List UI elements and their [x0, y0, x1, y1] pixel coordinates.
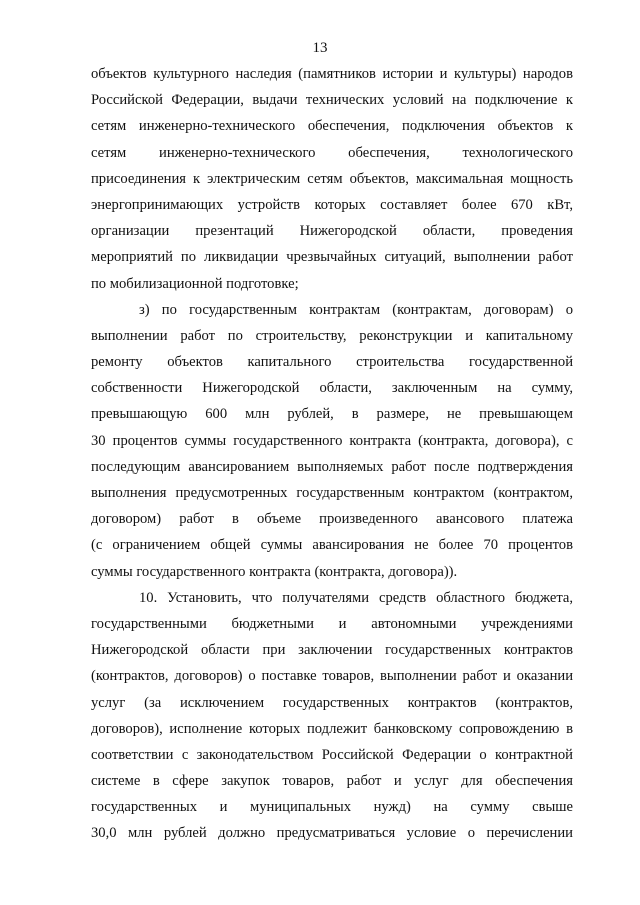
text-line: (с ограничением общей суммы авансирования не более 70 процентов [91, 537, 573, 554]
text-line: государственных и муниципальных нужд) на сумму свыше [91, 799, 573, 816]
text-line: собственности Нижегородской области, заключенным на сумму, [91, 380, 573, 397]
text-line: мероприятий по ликвидации чрезвычайных ситуаций, выполнении работ [91, 249, 573, 266]
text-line: государственными бюджетными и автономными учреждениями [91, 615, 573, 632]
text-line: выполнения предусмотренных государственным контрактом (контрактом, [91, 485, 573, 501]
text-line: объектов культурного наследия (памятников истории и культуры) народов [91, 66, 573, 82]
text-line: ремонту объектов капитального строительства государственной [91, 354, 573, 371]
text-line: системе в сфере закупок товаров, работ и услуг для обеспечения [91, 773, 573, 790]
text-line: соответствии с законодательством Российской Федерации о контрактной [91, 746, 573, 763]
text-line: сетям инженерно-технического обеспечения, подключения объектов к [91, 118, 573, 135]
text-line: энергопринимающих устройств которых составляет более 670 кВт, [91, 196, 573, 213]
text-line: превышающую 600 млн рублей, в размере, не превышающем [91, 406, 573, 423]
text-line: 30,0 млн рублей должно предусматриваться условие о перечислении [91, 825, 573, 842]
paragraph-start-line: з) по государственным контрактам (контрактам, договорам) о [139, 301, 573, 318]
text-line: суммы государственного контракта (контракта, договора)). [91, 563, 458, 580]
text-line: сетям инженерно-технического обеспечения, технологического [91, 144, 573, 161]
text-line: 30 процентов суммы государственного контракта (контракта, договора), с [91, 432, 573, 449]
text-line: Российской Федерации, выдачи технических условий на подключение к [91, 92, 573, 109]
text-line: присоединения к электрическим сетям объектов, максимальная мощность [91, 170, 573, 187]
text-line: (контрактов, договоров) о поставке товаров, выполнении работ и оказании [91, 668, 573, 685]
text-line: организации презентаций Нижегородской области, проведения [91, 223, 573, 240]
document-body [91, 61, 573, 847]
paragraph-start-line: 10. Установить, что получателями средств областного бюджета, [139, 589, 573, 606]
text-line: Нижегородской области при заключении государственных контрактов [91, 642, 573, 659]
text-line: последующим авансированием выполняемых работ после подтверждения [91, 458, 573, 475]
text-line: договором) работ в объеме произведенного авансового платежа [91, 511, 573, 528]
page-number: 13 [312, 40, 328, 56]
text-line: договоров), исполнение которых подлежит банковскому сопровождению в [91, 720, 573, 737]
text-line: выполнении работ по строительству, реконструкции и капитальному [91, 327, 573, 344]
text-line: по мобилизационной подготовке; [91, 275, 299, 292]
text-line: услуг (за исключением государственных контрактов (контрактов, [91, 694, 573, 711]
